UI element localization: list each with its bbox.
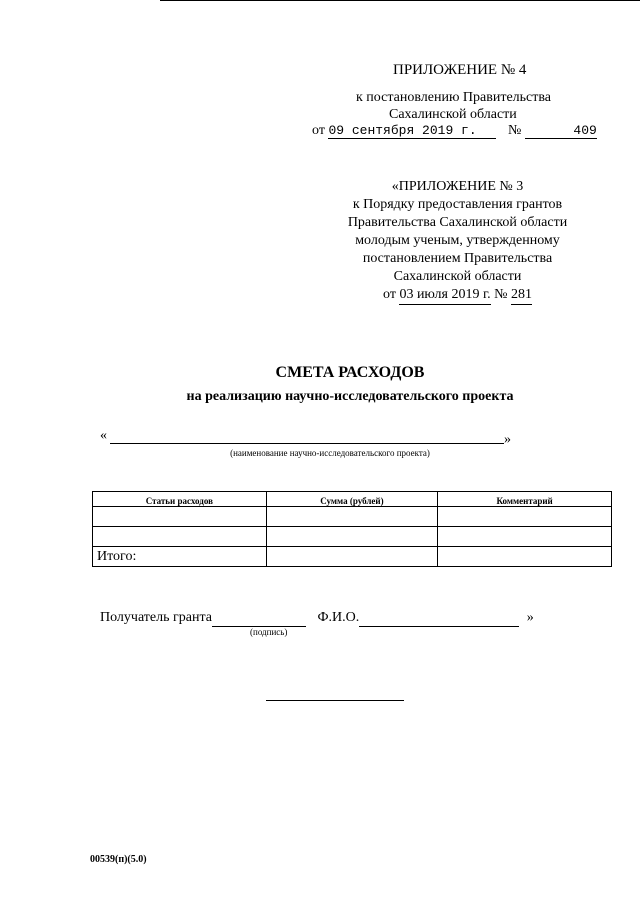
table-row (93, 527, 612, 547)
appendix3-line: Сахалинской области (393, 269, 522, 284)
table-cell[interactable] (93, 527, 267, 547)
column-header: Статьи расходов (93, 492, 267, 507)
document-code: 00539(п)(5.0) (90, 854, 147, 865)
table-cell[interactable] (438, 527, 612, 547)
appendix3-date-line (320, 286, 595, 305)
table-cell[interactable] (438, 507, 612, 527)
column-header: Сумма (рублей) (266, 492, 438, 507)
table-cell[interactable] (93, 507, 267, 527)
appendix4-line1: к постановлению Правительства (356, 90, 552, 105)
document-title: СМЕТА РАСХОДОВ (275, 364, 425, 381)
appendix3-line: молодым ученым, утвержденному (355, 233, 560, 248)
appendix3-line: «ПРИЛОЖЕНИЕ № 3 (391, 179, 524, 194)
open-quote: « (100, 428, 107, 443)
close-quote: » (526, 610, 534, 625)
close-quote: » (504, 432, 511, 447)
document-subtitle: на реализацию научно-исследовательского проекта (186, 389, 514, 404)
appendix4-date-line (312, 123, 597, 139)
table-cell[interactable] (266, 507, 438, 527)
name-label: Ф.И.О. (317, 610, 360, 625)
total-comment-cell[interactable] (438, 547, 612, 567)
signature-field[interactable] (212, 610, 306, 627)
budget-table (92, 491, 612, 567)
top-border-line (160, 0, 640, 1)
project-name-field-line[interactable] (110, 443, 504, 444)
appendix4-number: 409 (525, 123, 597, 139)
closing-rule (266, 700, 404, 701)
appendix3-line: Правительства Сахалинской области (347, 215, 568, 230)
appendix3-block (320, 178, 595, 305)
recipient-line (100, 610, 534, 627)
table-cell[interactable] (266, 527, 438, 547)
date-prefix: от (383, 287, 396, 302)
signature-caption: (подпись) (250, 627, 288, 637)
table-row (93, 507, 612, 527)
appendix4-line2: Сахалинской области (389, 107, 517, 122)
appendix4-date: 09 сентября 2019 г. (328, 123, 496, 139)
appendix4-title: ПРИЛОЖЕНИЕ № 4 (393, 62, 527, 78)
total-row (93, 547, 612, 567)
appendix3-number: 281 (511, 286, 532, 305)
number-prefix: № (507, 123, 522, 138)
name-field[interactable] (359, 610, 519, 627)
appendix3-line: к Порядку предоставления грантов (352, 197, 563, 212)
date-prefix: от (312, 123, 325, 138)
total-label: Итого: (93, 547, 267, 567)
number-prefix: № (494, 287, 508, 302)
table-header-row (93, 492, 612, 507)
total-sum-cell[interactable] (266, 547, 438, 567)
appendix3-line: постановлением Правительства (362, 251, 553, 266)
recipient-label: Получатель гранта (100, 610, 212, 625)
project-name-caption: (наименование научно-исследовательского проекта) (230, 448, 430, 458)
column-header: Комментарий (438, 492, 612, 507)
appendix3-date: 03 июля 2019 г. (399, 286, 490, 305)
